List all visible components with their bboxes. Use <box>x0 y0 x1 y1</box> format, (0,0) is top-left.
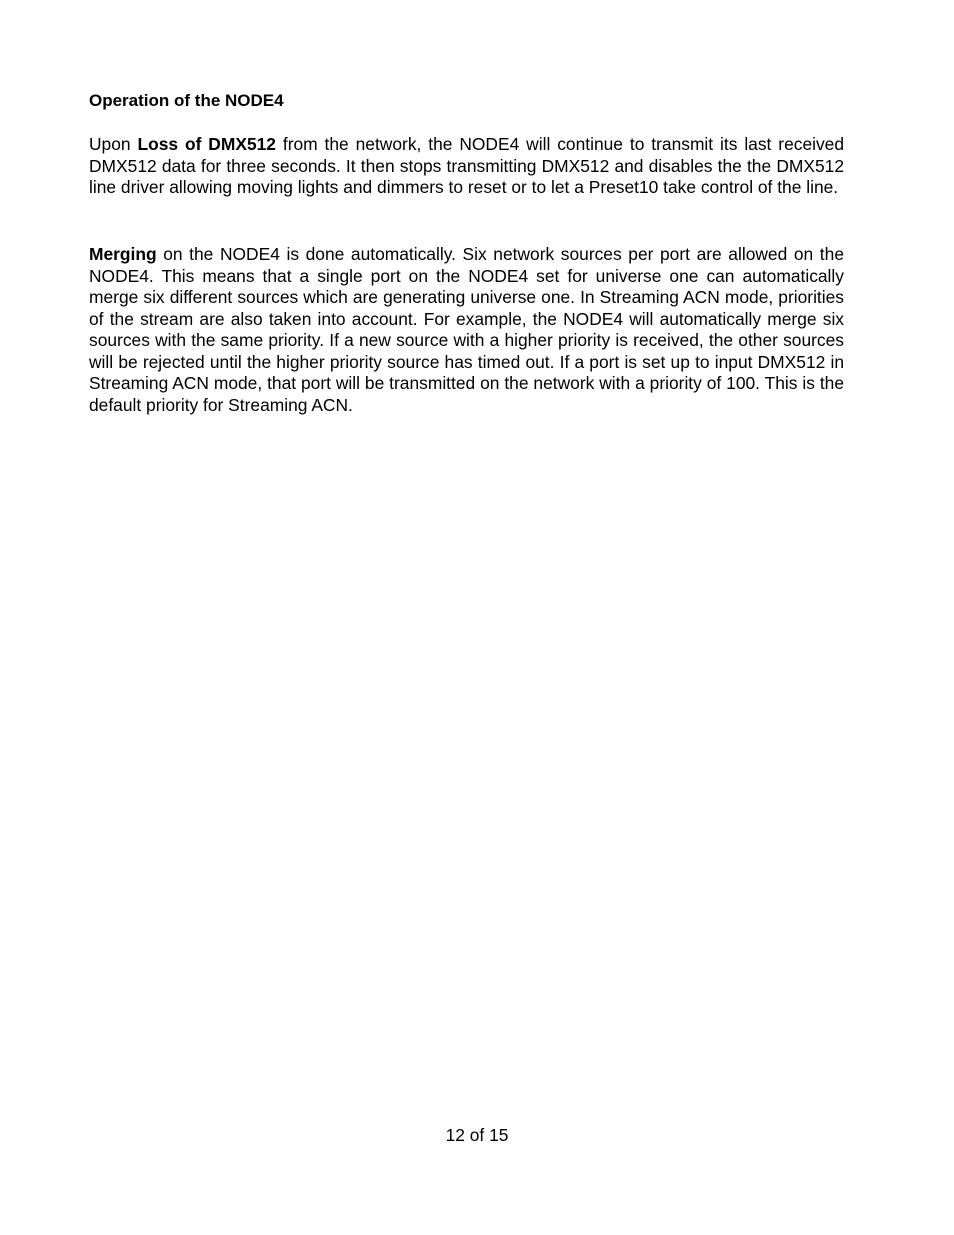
paragraph-lead-text: Upon <box>89 134 138 154</box>
section-heading: Operation of the NODE4 <box>89 91 284 110</box>
paragraph-merging <box>89 244 844 416</box>
paragraph-loss-of-dmx512 <box>89 134 844 199</box>
paragraph-body-text: on the NODE4 is done automatically. Six network sources per port are allowed on the NODE4. This means that a single port on the NODE4 set for universe one can automatically merge six different sources which are generating universe one. In Streaming ACN mode, priorities of the stream are also taken into account. For example, the NODE4 will automatically merge six sources with the same priority. If a new source with a higher priority is received, the other sources will be rejected until the higher priority source has timed out. If a port is set up to input DMX512 in Streaming ACN mode, that port will be transmitted on the network with a priority of 100. This is the default priority for Streaming ACN. <box>89 244 844 415</box>
bold-term-loss-of-dmx512: Loss of DMX512 <box>137 134 276 154</box>
bold-term-merging: Merging <box>89 244 157 264</box>
paragraph-body-text: from the network, the NODE4 will continue to transmit its last received DMX512 data for three seconds. It then stops transmitting DMX512 and disables the the DMX512 line driver allowing moving lights and dimmers to reset or to let a Preset10 take control of the line. <box>89 134 845 197</box>
page-number: 12 of 15 <box>445 1125 509 1145</box>
